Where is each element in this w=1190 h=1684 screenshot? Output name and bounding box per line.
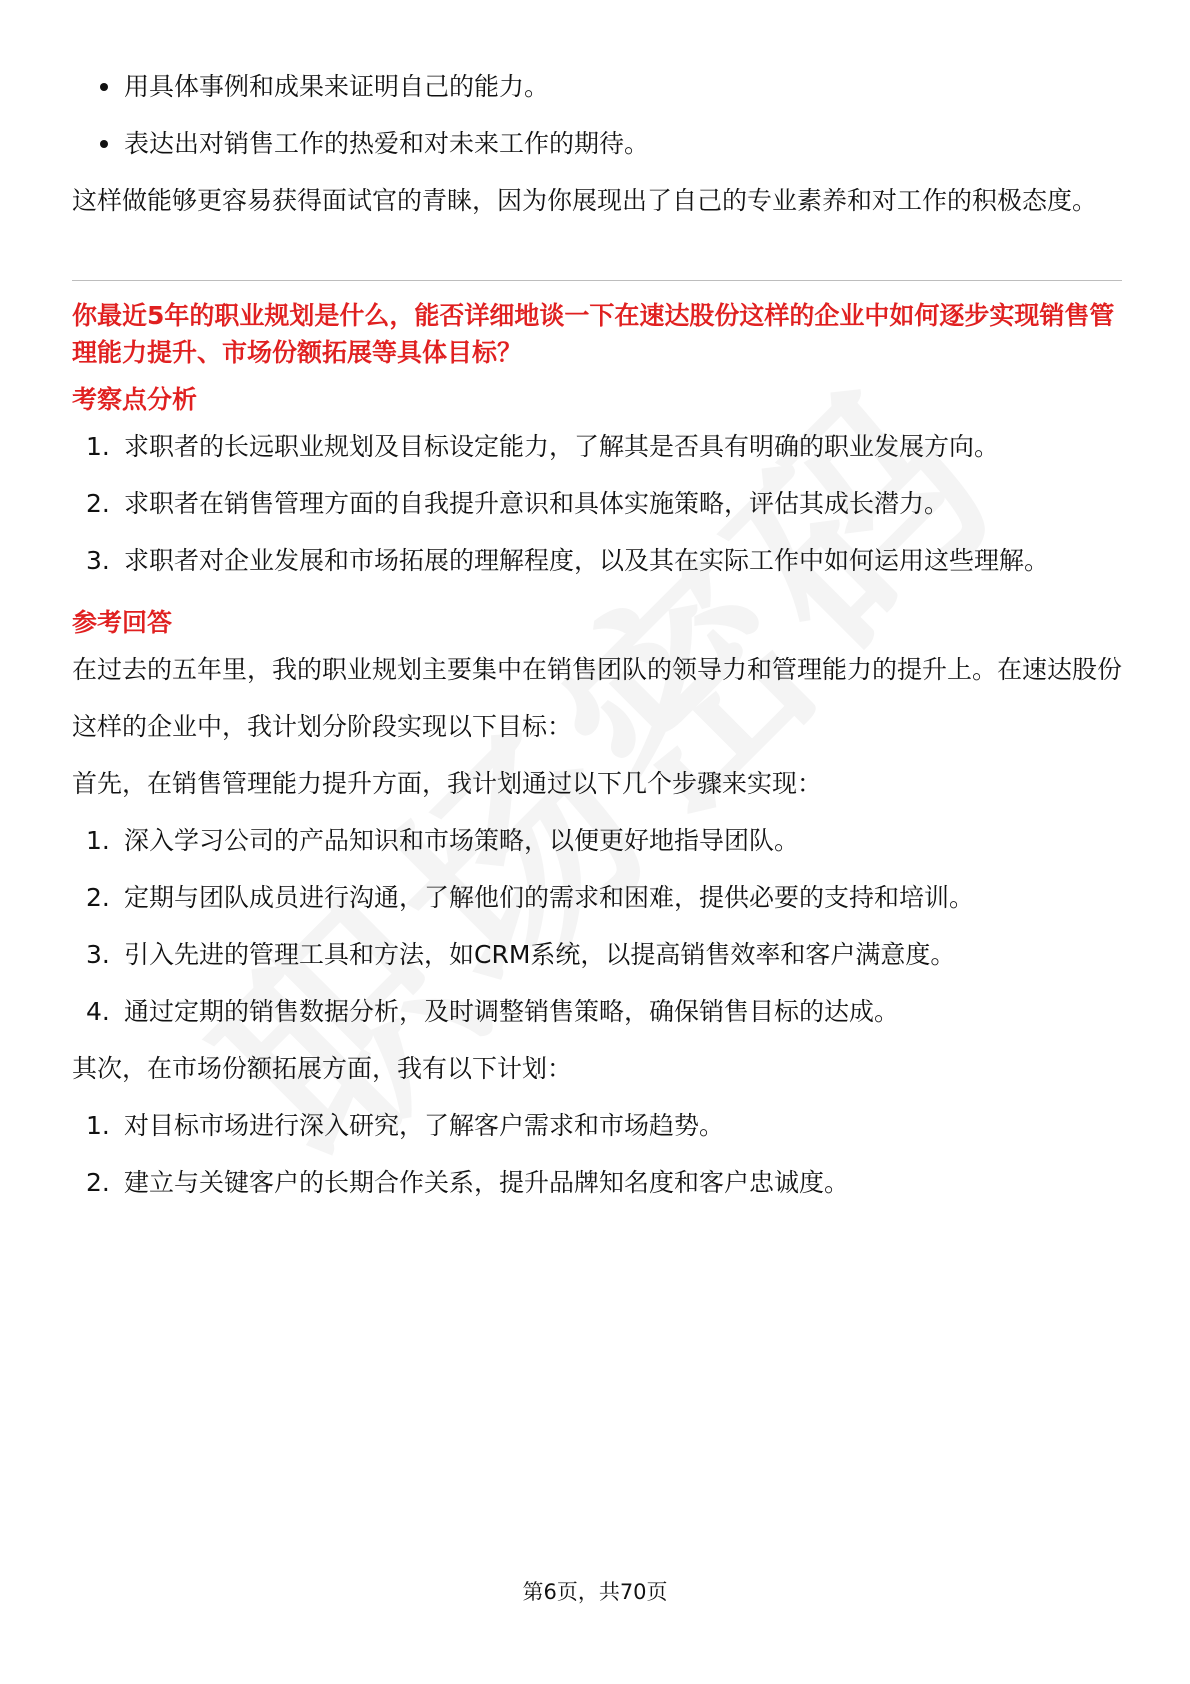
document-body xyxy=(72,58,1122,1211)
answer-paragraph-2: 首先，在销售管理能力提升方面，我计划通过以下几个步骤来实现： xyxy=(72,769,823,798)
intro-paragraph: 这样做能够更容易获得面试官的青睐，因为你展现出了自己的专业素养和对工作的积极态度。 xyxy=(72,186,1098,215)
bullet-item: 用具体事例和成果来证明自己的能力。 xyxy=(72,58,1122,115)
list-item: 4. 通过定期的销售数据分析，及时调整销售策略，确保销售目标的达成。 xyxy=(86,997,900,1026)
list-item: 3. 求职者对企业发展和市场拓展的理解程度，以及其在实际工作中如何运用这些理解。 xyxy=(86,546,1050,575)
market-plan-list xyxy=(72,1097,1122,1211)
list-item: 3. 引入先进的管理工具和方法，如CRM系统，以提高销售效率和客户满意度。 xyxy=(86,940,956,969)
bullet-item: 表达出对销售工作的热爱和对未来工作的期待。 xyxy=(72,115,1122,172)
list-item: 2. 求职者在销售管理方面的自我提升意识和具体实施策略，评估其成长潜力。 xyxy=(86,489,950,518)
section-divider xyxy=(72,280,1122,281)
answer-paragraph-3: 其次，在市场份额拓展方面，我有以下计划： xyxy=(72,1054,573,1083)
list-item: 1. 深入学习公司的产品知识和市场策略，以便更好地指导团队。 xyxy=(86,826,800,855)
answer-title: 参考回答 xyxy=(72,608,173,637)
interview-question: 你最近5年的职业规划是什么，能否详细地谈一下在速达股份这样的企业中如何逐步实现销售管理能力提升、市场份额拓展等具体目标？ xyxy=(72,301,1115,367)
list-item: 2. 建立与关键客户的长期合作关系，提升品牌知名度和客户忠诚度。 xyxy=(86,1168,850,1197)
bullet-list xyxy=(72,58,1122,172)
analysis-list xyxy=(72,418,1122,589)
analysis-title: 考察点分析 xyxy=(72,385,198,414)
list-item: 2. 定期与团队成员进行沟通，了解他们的需求和困难，提供必要的支持和培训。 xyxy=(86,883,975,912)
answer-paragraph-1: 在过去的五年里，我的职业规划主要集中在销售团队的领导力和管理能力的提升上。在速达股份这样的企业中，我计划分阶段实现以下目标： xyxy=(72,655,1123,741)
list-item: 1. 对目标市场进行深入研究，了解客户需求和市场趋势。 xyxy=(86,1111,725,1140)
bullet-dot-icon xyxy=(100,140,108,148)
bullet-dot-icon xyxy=(100,83,108,91)
page-number: 第6页，共70页 xyxy=(522,1580,668,1604)
management-steps-list xyxy=(72,812,1122,1040)
list-item: 1. 求职者的长远职业规划及目标设定能力，了解其是否具有明确的职业发展方向。 xyxy=(86,432,1000,461)
